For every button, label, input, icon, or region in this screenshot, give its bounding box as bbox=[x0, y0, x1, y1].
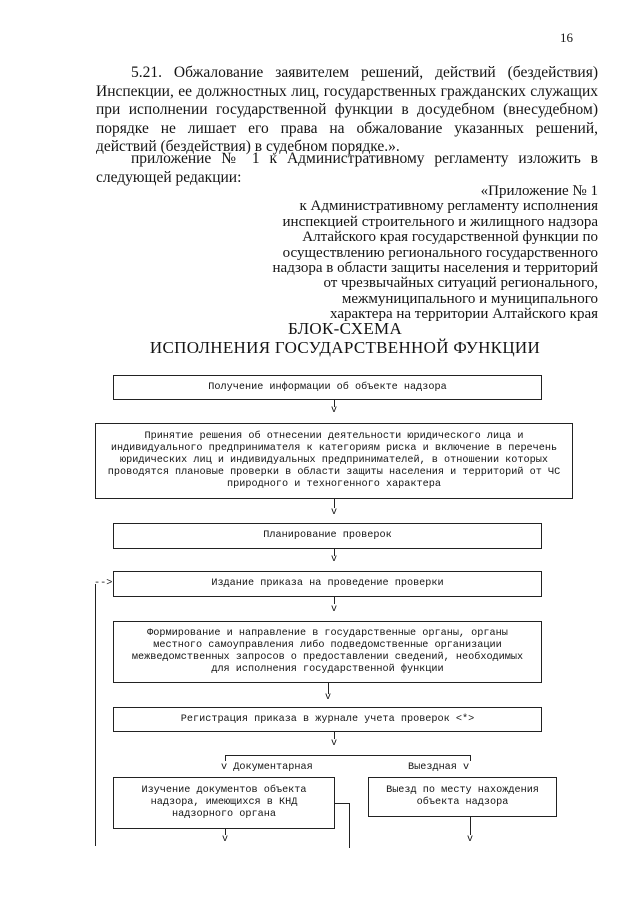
down-arrow-icon: v bbox=[331, 738, 338, 749]
return-line bbox=[335, 803, 349, 804]
scheme-title bbox=[100, 319, 590, 357]
annex-header-line: межмуниципального и муниципального bbox=[341, 290, 598, 307]
scheme-title-line1: БЛОК-СХЕМА bbox=[287, 319, 403, 338]
step-text: Планирование проверок bbox=[263, 530, 392, 541]
step-text: Изучение документов объекта надзора, имеющихся в КНД надзорного органа bbox=[141, 785, 307, 820]
annex-header-line: от чрезвычайных ситуаций регионального, bbox=[323, 275, 598, 292]
step-order bbox=[113, 571, 542, 597]
step-interagency-requests bbox=[113, 621, 542, 683]
down-arrow-icon: v bbox=[467, 834, 474, 845]
down-arrow-icon: v bbox=[222, 834, 229, 845]
branch-field-label: Выездная v bbox=[408, 762, 470, 773]
step-text: Принятие решения об отнесении деятельности юридического лица и индивидуального предпринимателя к категориям риска и включение в перечень юридических лиц и индивидуальных предпринимателей, в отношении которых проводятся плановые проверки в области защиты населения и территорий от ЧС природного и техногенного характера bbox=[107, 431, 561, 490]
connector-line bbox=[470, 817, 471, 835]
paragraph-annex-intro: приложение № 1 к Административному регламенту изложить в следующей редакции: bbox=[96, 150, 598, 186]
annex-header-line: к Административному регламенту исполнения bbox=[299, 198, 598, 215]
down-arrow-icon: v bbox=[331, 604, 338, 615]
step-text: Получение информации об объекте надзора bbox=[208, 381, 447, 393]
step-document-study bbox=[113, 777, 335, 829]
return-line bbox=[349, 803, 350, 848]
step-text: Регистрация приказа в журнале учета проверок <*> bbox=[180, 713, 475, 725]
annex-header-line: Алтайского края государственной функции по bbox=[302, 229, 598, 246]
down-arrow-icon: v bbox=[331, 507, 338, 518]
loop-arrow-icon: --> bbox=[94, 578, 113, 589]
step-receive-info bbox=[113, 375, 542, 400]
annex-header-line: характера на территории Алтайского края bbox=[330, 306, 598, 323]
annex-header-line: осуществлению регионального государственного bbox=[282, 244, 598, 261]
step-text: Издание приказа на проведение проверки bbox=[211, 578, 444, 589]
annex-header-line: «Приложение № 1 bbox=[480, 183, 598, 199]
branch-documentary-label: v Документарная bbox=[221, 762, 313, 773]
annex-header-line: надзора в области защиты населения и территорий bbox=[272, 260, 598, 277]
scheme-title-line2: ИСПОЛНЕНИЯ ГОСУДАРСТВЕННОЙ ФУНКЦИИ bbox=[149, 338, 541, 357]
down-arrow-icon: v bbox=[331, 554, 338, 565]
connector-line bbox=[334, 597, 335, 604]
step-risk-decision bbox=[95, 423, 573, 499]
down-arrow-icon: v bbox=[331, 405, 338, 416]
step-planning bbox=[113, 523, 542, 549]
step-register bbox=[113, 707, 542, 732]
connector-line bbox=[470, 755, 471, 761]
paragraph-5-21: 5.21. Обжалование заявителем решений, действий (бездействия) Инспекции, ее должностных лиц, государственных гражданских служащих при исполнении государственной функции в досудебном (внесудебном) порядке не лишает его права на обжалование указанных решений, действий (бездействия) в судебном порядке.». bbox=[96, 64, 598, 155]
step-text: Формирование и направление в государственные органы, органы местного самоуправления либо подведомственные организации межведомственных запросов о предоставлении сведений, необходимых для исполнения государственной функции bbox=[131, 628, 524, 675]
branch-line bbox=[225, 755, 471, 756]
step-site-visit bbox=[368, 777, 557, 817]
step-text: Выезд по месту нахождения объекта надзора bbox=[386, 785, 539, 808]
annex-header bbox=[230, 184, 598, 323]
annex-header-line: инспекцией строительного и жилищного надзора bbox=[282, 213, 598, 230]
down-arrow-icon: v bbox=[325, 692, 332, 703]
page-number: 16 bbox=[560, 30, 573, 45]
connector-line bbox=[225, 755, 226, 761]
feedback-loop-line bbox=[95, 584, 96, 846]
